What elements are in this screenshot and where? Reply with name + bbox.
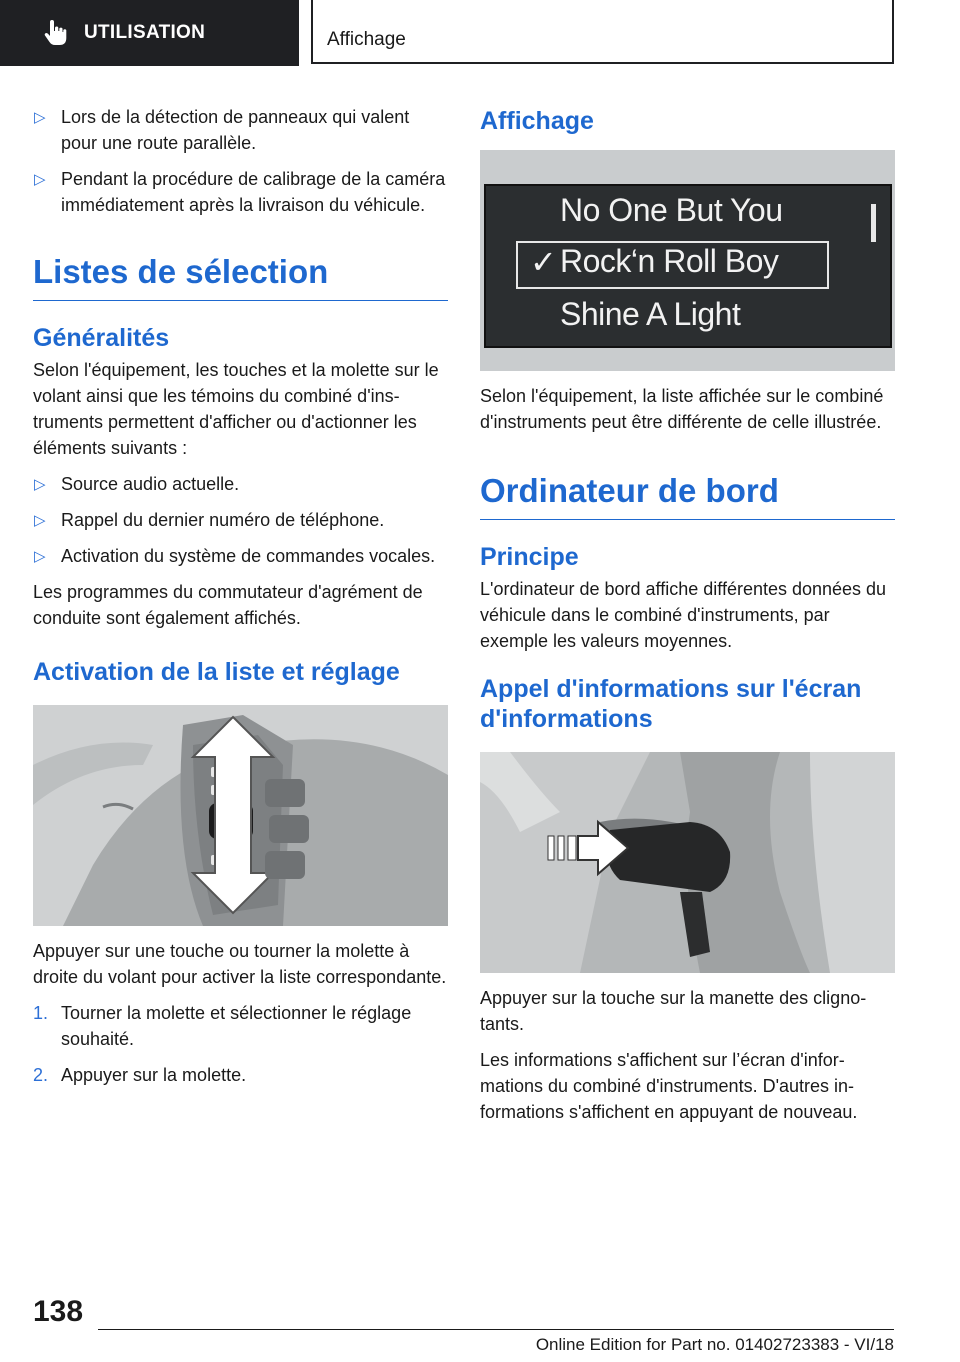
steering-wheel-illustration	[33, 705, 448, 926]
triangle-bullet-icon: ▷	[34, 512, 46, 529]
footer-edition-text: Online Edition for Part no. 01402723383 - VI/18	[535, 1335, 894, 1354]
turn-signal-stalk-drawing	[480, 752, 895, 973]
hand-pointer-icon	[40, 18, 70, 48]
principle-text: L'ordinateur de bord affiche différentes données du véhicule dans le combiné d'instruments, par exemple les valeurs moyennes.	[480, 579, 887, 651]
display-list-item-selected: Rock‘n Roll Boy	[560, 243, 779, 279]
footer-divider	[98, 1329, 894, 1330]
display-list-item: Shine A Light	[560, 296, 741, 332]
right-column	[480, 104, 895, 1135]
section-title-onboard-computer: Ordinateur de bord	[480, 471, 895, 520]
list-item	[33, 1000, 448, 1052]
list-item	[33, 166, 448, 218]
bullet-text: Lors de la détection de panneaux qui valent pour une route parallèle.	[61, 107, 410, 153]
intro-bullet-list	[33, 104, 448, 218]
heading-activation: Activation de la liste et réglage	[33, 658, 400, 686]
triangle-bullet-icon: ▷	[34, 109, 46, 126]
checkmark-icon: ✓	[530, 244, 557, 280]
triangle-bullet-icon: ▷	[34, 476, 46, 493]
heading-principle: Principe	[480, 543, 579, 571]
page-number: 138	[33, 1295, 84, 1328]
header-section-label: UTILISATION	[84, 22, 206, 43]
header-page-title: Affichage	[327, 29, 406, 50]
list-item	[33, 471, 448, 497]
activation-text: Appuyer sur une touche ou tourner la molette à droite du volant pour activer la liste correspondante.	[33, 941, 447, 987]
display-text: Selon l'équipement, la liste affichée sur le combiné d'instruments peut être différente de celle illustrée.	[480, 386, 884, 432]
header-section-tab	[0, 0, 299, 66]
bullet-text: Pendant la procédure de calibrage de la caméra immédiatement après la livraison du véhicule.	[61, 169, 446, 215]
list-item	[33, 507, 448, 533]
heading-display: Affichage	[480, 107, 594, 135]
bullet-text: Rappel du dernier numéro de téléphone.	[61, 510, 385, 530]
step-text: Appuyer sur la molette.	[61, 1065, 247, 1085]
display-list-item: No One But You	[560, 192, 783, 228]
step-number: 1.	[33, 1003, 49, 1023]
display-screen	[484, 184, 892, 348]
call-text-1: Appuyer sur la touche sur la manette des clignotants.	[480, 988, 867, 1034]
step-text: Tourner la molette et sélectionner le réglage souhaité.	[61, 1003, 412, 1049]
triangle-bullet-icon: ▷	[34, 548, 46, 565]
list-item	[33, 543, 448, 569]
list-item	[33, 1062, 448, 1088]
general-bullet-list	[33, 471, 448, 569]
step-number: 2.	[33, 1065, 49, 1085]
steering-wheel-drawing	[33, 705, 448, 926]
bullet-text: Activation du système de commandes vocales.	[61, 546, 436, 566]
general-text: Selon l'équipement, les touches et la molette sur le volant ainsi que les témoins du combiné d'instruments permettent d'afficher ou d'actionner les éléments suivants :	[33, 360, 439, 458]
steps-list	[33, 1000, 448, 1088]
bullet-text: Source audio actuelle.	[61, 474, 240, 494]
heading-general: Généralités	[33, 324, 170, 352]
section-title-selection-lists: Listes de sélection	[33, 252, 448, 301]
scrollbar-indicator	[871, 204, 876, 242]
programs-text: Les programmes du commutateur d'agrément de conduite sont également affichés.	[33, 582, 423, 628]
heading-call-info: Appel d'informations sur l'écran d'informations	[480, 675, 862, 733]
turn-signal-stalk-illustration	[480, 752, 895, 973]
instrument-display-illustration	[480, 150, 895, 371]
call-text-2: Les informations s'affichent sur l’écran d'informations du combiné d'instruments. D'autres informations s'affichent en appuyant de nouveau.	[480, 1050, 858, 1122]
triangle-bullet-icon: ▷	[34, 171, 46, 188]
header-title-box	[311, 0, 894, 64]
list-item	[33, 104, 448, 156]
left-column	[33, 104, 448, 1098]
